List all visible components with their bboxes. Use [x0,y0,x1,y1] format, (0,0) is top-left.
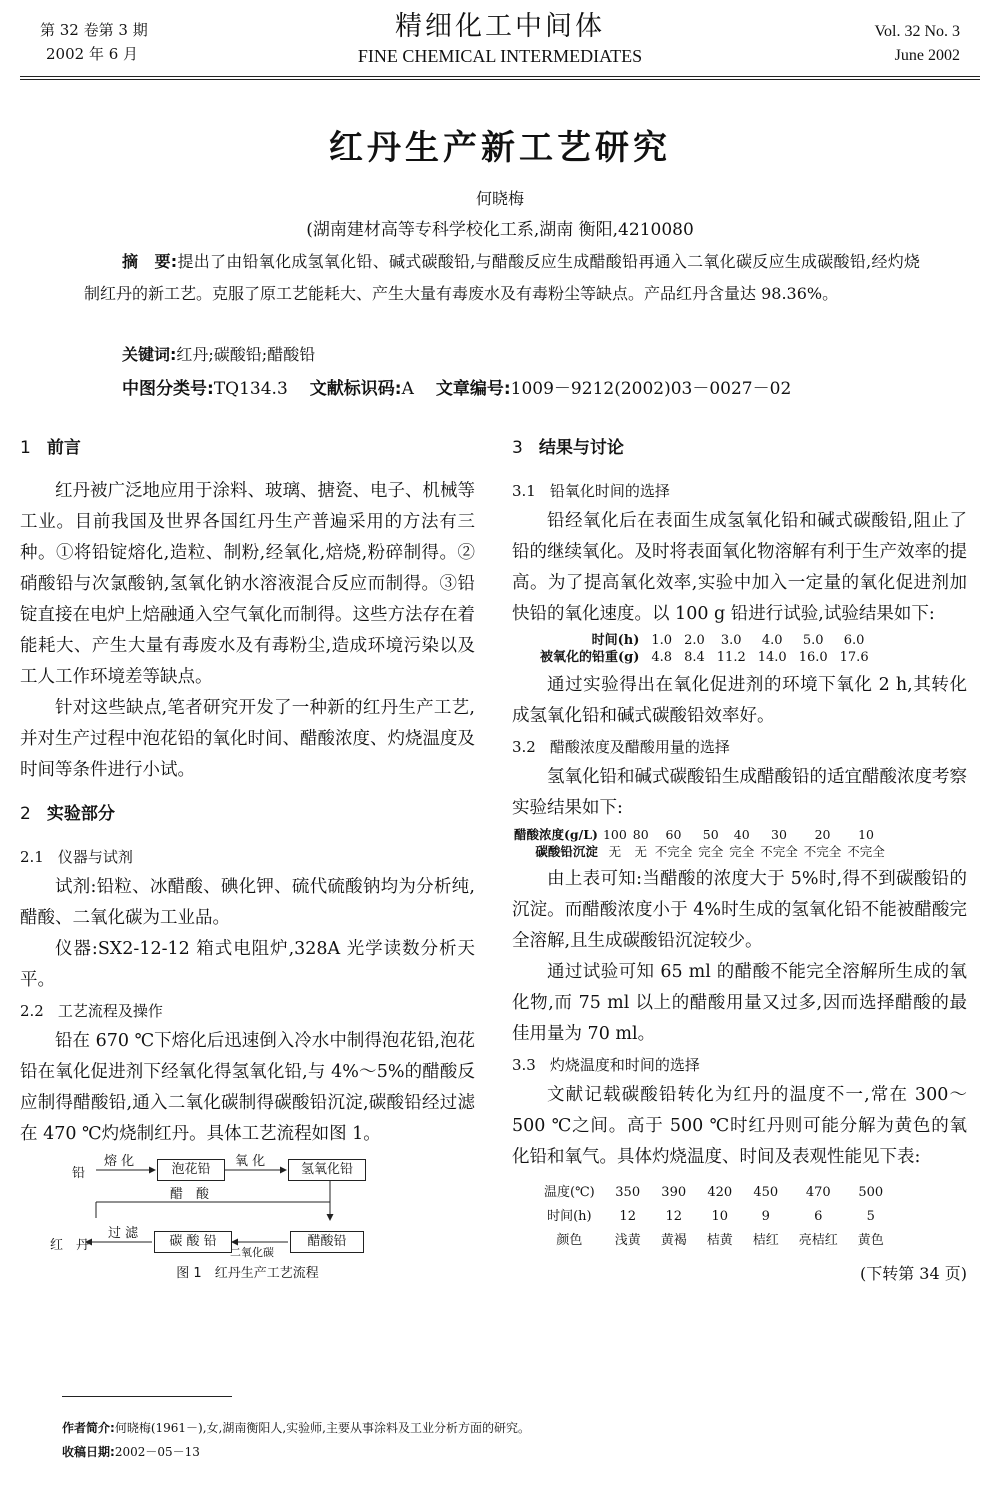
abstract [84,246,920,310]
section-3-1-para-1: 铅经氧化后在表面生成氢氧化铅和碱式碳酸铅,阻止了铅的继续氧化。及时将表面氧化物溶解有利于生产效率的提高。为了提高氧化效率,实验中加入一定量的氧化促进剂加快铅的氧化速度。以 100 g 铅进行试验,试验结果如下: [512,511,967,624]
table-row: 醋酸浓度(g/L) 100 80 60 50 40 30 20 10 [514,827,874,842]
table-row: 碳酸铅沉淀 无 无 不完全 完全 完全 不完全 不完全 不完全 [535,844,885,859]
process-para: 铅在 670 ℃下熔化后迅速倒入冷水中制得泡花铅,泡花铅在氧化促进剂下经氧化得氢氧化铅,与 4%～5%的醋酸反应制得醋酸铅,通入二氧化碳制得碳酸铅沉淀,碳酸铅经过滤在 470 ℃灼烧制红丹。具体工艺流程如图 1。 [20,1031,475,1144]
section-3-2-para-3: 通过试验可知 65 ml 的醋酸不能完全溶解所生成的氧化物,而 75 ml 以上的醋酸用量又过多,因而选择醋酸的最佳用量为 70 ml。 [512,962,967,1044]
clc-label: 中图分类号: [122,379,214,399]
section-3-3-para: 文献记载碳酸铅转化为红丹的温度不一,常在 300～500 ℃之间。高于 500 ℃时红丹则可能分解为黄色的氧化铅和氧气。具体灼烧温度、时间及表观性能见下表: [512,1085,967,1167]
figure-1-caption: 图 1 红丹生产工艺流程 [176,1266,319,1281]
table-acetic-concentration [512,826,888,860]
section-3-1-para-2: 通过实验得出在氧化促进剂的环境下氧化 2 h,其转化成氢氧化铅和碱式碳酸铅效率好。 [512,675,967,726]
section-2-1-heading: 2.1 仪器与试剂 [20,848,133,866]
instruments-para: 仪器:SX2-12-12 箱式电阻炉,328A 光学读数分析天平。 [20,939,475,990]
section-3-3-heading: 3.3 灼烧温度和时间的选择 [512,1056,700,1074]
section-1-heading: 1 前言 [20,438,81,458]
doc-code-value: A [401,379,414,399]
doc-code-label: 文献标识码: [309,379,402,399]
flow-hydroxide-box: 氢氧化铅 [288,1159,366,1181]
article-id-value: 1009－9212(2002)03－0027－02 [510,379,792,399]
article-id-label: 文章编号: [435,379,511,399]
table-oxidation-time [534,632,875,666]
flow-oxidize-label: 氧 化 [235,1154,266,1169]
abstract-text: 提出了由铅氧化成氢氧化铅、碱式碳酸铅,与醋酸反应生成醋酸铅再通入二氧化碳反应生成碳酸铅,经灼烧制红丹的新工艺。克服了原工艺能耗大、产生大量有毒废水及有毒粉尘等缺点。产品红丹含量达 98.36%。 [84,252,920,303]
flow-filter-label: 过 滤 [108,1226,139,1241]
volume-cn: 第 32 卷第 3 期 [40,21,148,39]
right-column [512,428,967,1284]
affiliation: (湖南建材高等专科学校化工系,湖南 衡阳,4210080 [306,220,694,240]
flow-acetic-label: 醋 酸 [170,1187,210,1202]
flow-red-lead: 红 丹 [50,1238,90,1253]
received-date: 收稿日期:2002－05－13 [62,1445,200,1459]
continued-note: (下转第 34 页) [859,1264,967,1283]
section-2-2-heading: 2.2 工艺流程及操作 [20,1002,163,1020]
flow-co2-label: 二氧化碳 [230,1246,274,1259]
section-2-heading: 2 实验部分 [20,804,115,824]
footnote [62,1416,530,1464]
table-calcination [534,1181,894,1253]
paper-title: 红丹生产新工艺研究 [329,128,671,168]
flow-carbonate-box: 碳 酸 铅 [154,1231,232,1253]
date-en: June 2002 [894,47,960,64]
journal-name-cn: 精细化工中间体 [395,11,605,42]
flow-foam-lead-box: 泡花铅 [157,1159,225,1181]
table-row: 被氧化的铅重(g) 4.8 8.4 11.2 14.0 16.0 17.6 [540,650,869,665]
left-column [20,428,475,1281]
reagents-para: 试剂:铅粒、冰醋酸、碘化钾、硫代硫酸钠均为分析纯,醋酸、二氧化碳为工业品。 [20,877,475,928]
footnote-rule [62,1396,232,1397]
flow-melt-label: 熔 化 [104,1154,135,1169]
figure-1-flowchart [20,1150,475,1258]
classification [122,374,791,399]
header-right [875,20,961,68]
header-center [0,10,1000,68]
date-cn: 2002 年 6 月 [46,45,139,63]
section-3-1-heading: 3.1 铅氧化时间的选择 [512,482,670,500]
table-row: 颜色 浅黄 黄褐 桔黄 桔红 亮桔红 黄色 [556,1233,884,1248]
abstract-label: 摘 要: [122,252,178,271]
header-rule [20,76,980,77]
header-rule-2 [20,79,980,80]
table-row: 温度(℃) 350 390 420 450 470 500 [544,1185,884,1200]
keywords [122,342,315,365]
volume-en: Vol. 32 No. 3 [874,23,960,40]
section-3-heading: 3 结果与讨论 [512,438,624,458]
flow-acetate-box: 醋酸铅 [290,1231,364,1253]
author-name: 何晓梅 [475,189,524,208]
section-3-2-para-1: 氢氧化铅和碱式碳酸铅生成醋酸铅的适宜醋酸浓度考察实验结果如下: [512,767,967,818]
section-3-2-para-2: 由上表可知:当醋酸的浓度大于 5%时,得不到碳酸铅的沉淀。而醋酸浓度小于 4%时生成的氢氧化铅不能被醋酸完全溶解,且生成碳酸铅沉淀较少。 [512,869,967,951]
section-1-para-1: 红丹被广泛地应用于涂料、玻璃、搪瓷、电子、机械等工业。目前我国及世界各国红丹生产普遍采用的方法有三种。①将铅锭熔化,造粒、制粉,经氧化,焙烧,粉碎制得。②硝酸铅与次氯酸钠,氢氧化钠水溶液混合反应而制得。③铅锭直接在电炉上焙融通入空气氧化而制得。这些方法存在着能耗大、产生大量有毒废水及有毒粉尘,造成环境污染以及工人工作环境差等缺点。 [20,481,475,687]
table-row: 时间(h) 12 12 10 9 6 5 [547,1209,875,1224]
table-row: 时间(h) 1.0 2.0 3.0 4.0 5.0 6.0 [591,633,865,648]
section-3-2-heading: 3.2 醋酸浓度及醋酸用量的选择 [512,738,730,756]
section-1-para-2: 针对这些缺点,笔者研究开发了一种新的红丹生产工艺,并对生产过程中泡花铅的氧化时间、醋酸浓度、灼烧温度及时间等条件进行小试。 [20,698,475,780]
keywords-label: 关键词: [122,345,177,364]
flow-lead: 铅 [72,1166,86,1181]
journal-name-en: FINE CHEMICAL INTERMEDIATES [357,46,643,66]
author-bio: 作者简介:何晓梅(1961－),女,湖南衡阳人,实验师,主要从事涂料及工业分析方面的研究。 [62,1421,530,1435]
keywords-text: 红丹;碳酸铅;醋酸铅 [176,345,316,364]
clc-value: TQ134.3 [213,379,288,399]
